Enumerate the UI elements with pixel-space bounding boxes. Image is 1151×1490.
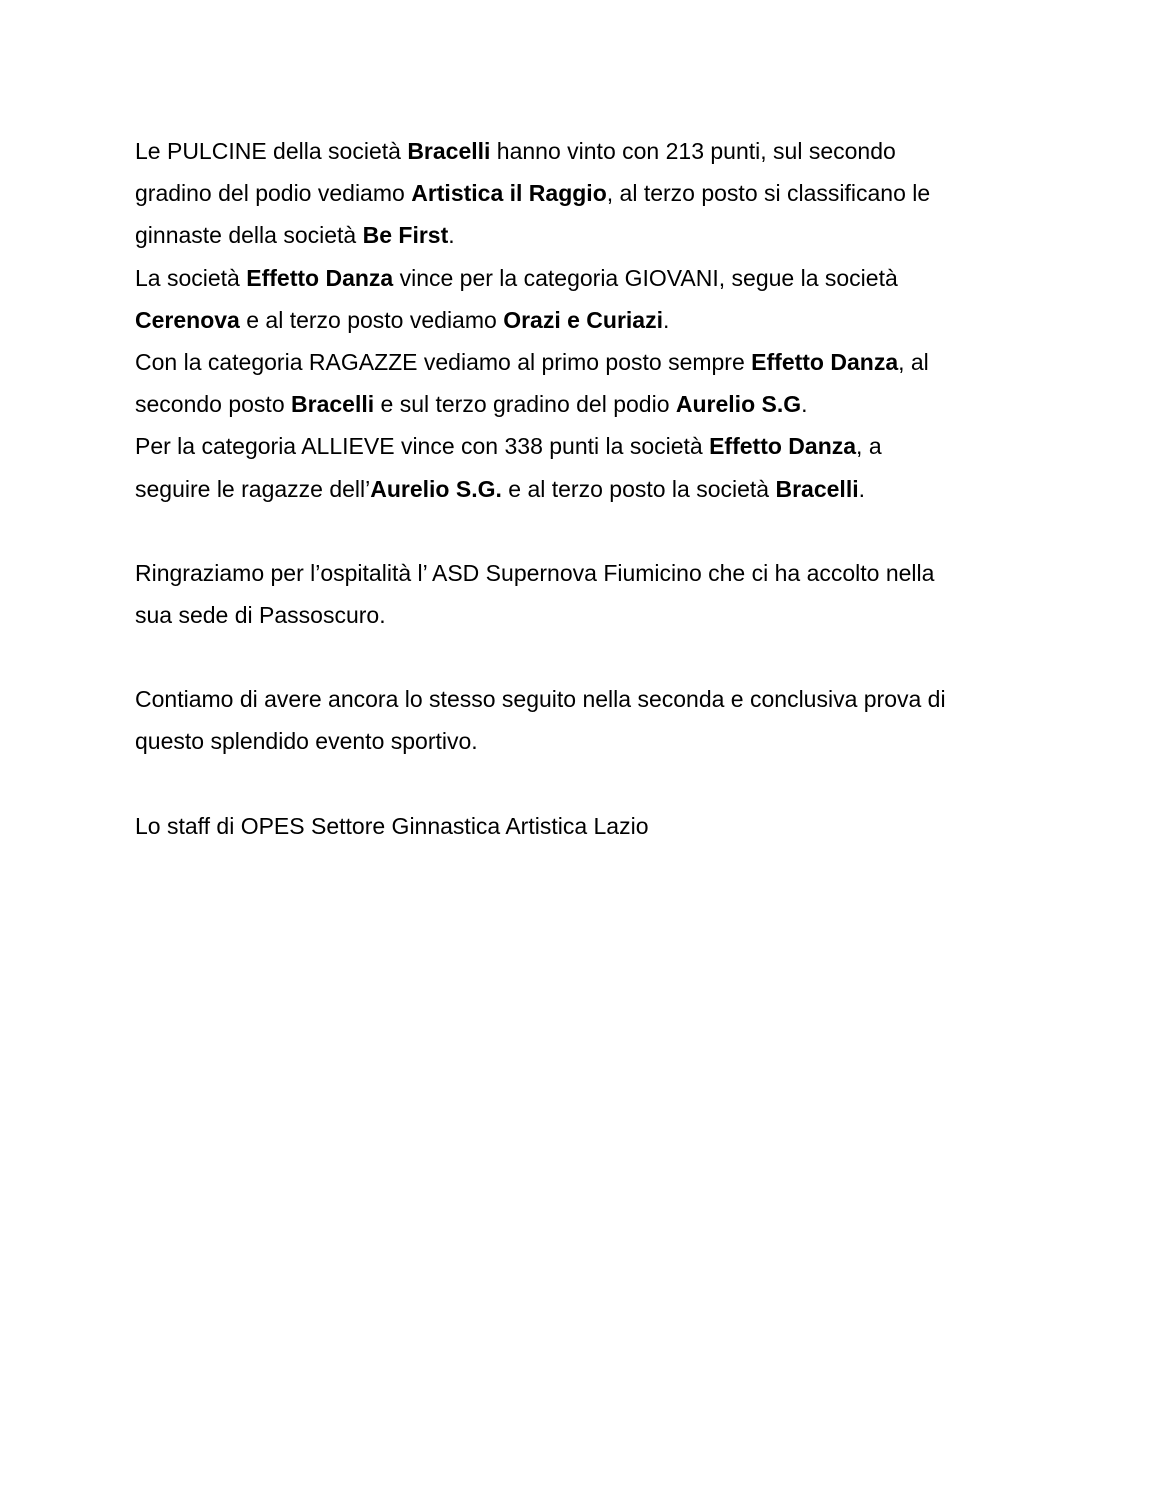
- thanks-line: Ringraziamo per l’ospitalità l’ ASD Supernova Fiumicino che ci ha accolto nella: [135, 559, 935, 586]
- text-run: seguire le ragazze dell’: [135, 475, 371, 502]
- results-line: [135, 425, 1025, 467]
- signature-line: Lo staff di OPES Settore Ginnastica Artistica Lazio: [135, 812, 649, 839]
- text-run: .: [858, 475, 865, 502]
- results-line: [135, 257, 1025, 299]
- text-run: , a: [856, 433, 882, 460]
- text-run: secondo posto: [135, 391, 292, 418]
- text-run: hanno vinto con 213 punti, sul secondo: [490, 138, 896, 164]
- bold-team-name: Bracelli: [775, 475, 859, 502]
- bold-team-name: Orazi e Curiazi: [503, 306, 663, 333]
- bold-team-name: Effetto Danza: [751, 349, 899, 376]
- paragraph-gap: [135, 763, 1025, 805]
- bold-team-name: Cerenova: [135, 306, 240, 333]
- text-run: Le PULCINE della società: [135, 138, 408, 164]
- text-run: gradino del podio vediamo: [135, 180, 412, 207]
- results-line: [135, 383, 1025, 425]
- text-run: .: [448, 222, 455, 249]
- paragraph-gap: [135, 510, 1025, 552]
- paragraph-gap: [135, 636, 1025, 678]
- text-run: .: [801, 391, 808, 418]
- text-run: , al terzo posto si classificano le: [606, 180, 931, 207]
- thanks-paragraph: [135, 552, 1025, 636]
- closing-line: questo splendido evento sportivo.: [135, 728, 478, 755]
- results-line: [135, 172, 1025, 214]
- text-run: e sul terzo gradino del podio: [374, 391, 676, 418]
- bold-team-name: Be First: [362, 222, 449, 249]
- text-run: ginnaste della società: [135, 222, 363, 249]
- results-line: [135, 299, 1025, 341]
- results-line: [135, 341, 1025, 383]
- bold-team-name: Bracelli: [407, 138, 491, 164]
- results-line: [135, 214, 1025, 256]
- bold-team-name: Artistica il Raggio: [411, 180, 607, 207]
- bold-team-name: Effetto Danza: [246, 264, 394, 291]
- text-run: e al terzo posto la società: [501, 475, 776, 502]
- bold-team-name: Aurelio S.G: [675, 391, 802, 418]
- text-run: .: [662, 306, 670, 333]
- text-run: Con la categoria RAGAZZE vediamo al primo posto sempre: [135, 349, 752, 376]
- closing-line: Contiamo di avere ancora lo stesso seguito nella seconda e conclusiva prova di: [135, 686, 946, 713]
- document-body: [135, 130, 1025, 847]
- results-paragraph: [135, 130, 1025, 510]
- thanks-line: sua sede di Passoscuro.: [135, 602, 386, 629]
- text-run: , al: [898, 349, 929, 376]
- bold-team-name: Bracelli: [291, 391, 375, 418]
- text-run: e al terzo posto vediamo: [239, 306, 504, 333]
- text-run: vince per la categoria GIOVANI, segue la società: [393, 264, 898, 291]
- results-line: [135, 130, 1025, 172]
- bold-team-name: Aurelio S.G.: [370, 475, 502, 502]
- bold-team-name: Effetto Danza: [709, 433, 857, 460]
- results-line: [135, 468, 1025, 510]
- closing-paragraph: [135, 678, 1025, 762]
- text-run: Per la categoria ALLIEVE vince con 338 punti la società: [135, 433, 710, 460]
- text-run: La società: [135, 264, 247, 291]
